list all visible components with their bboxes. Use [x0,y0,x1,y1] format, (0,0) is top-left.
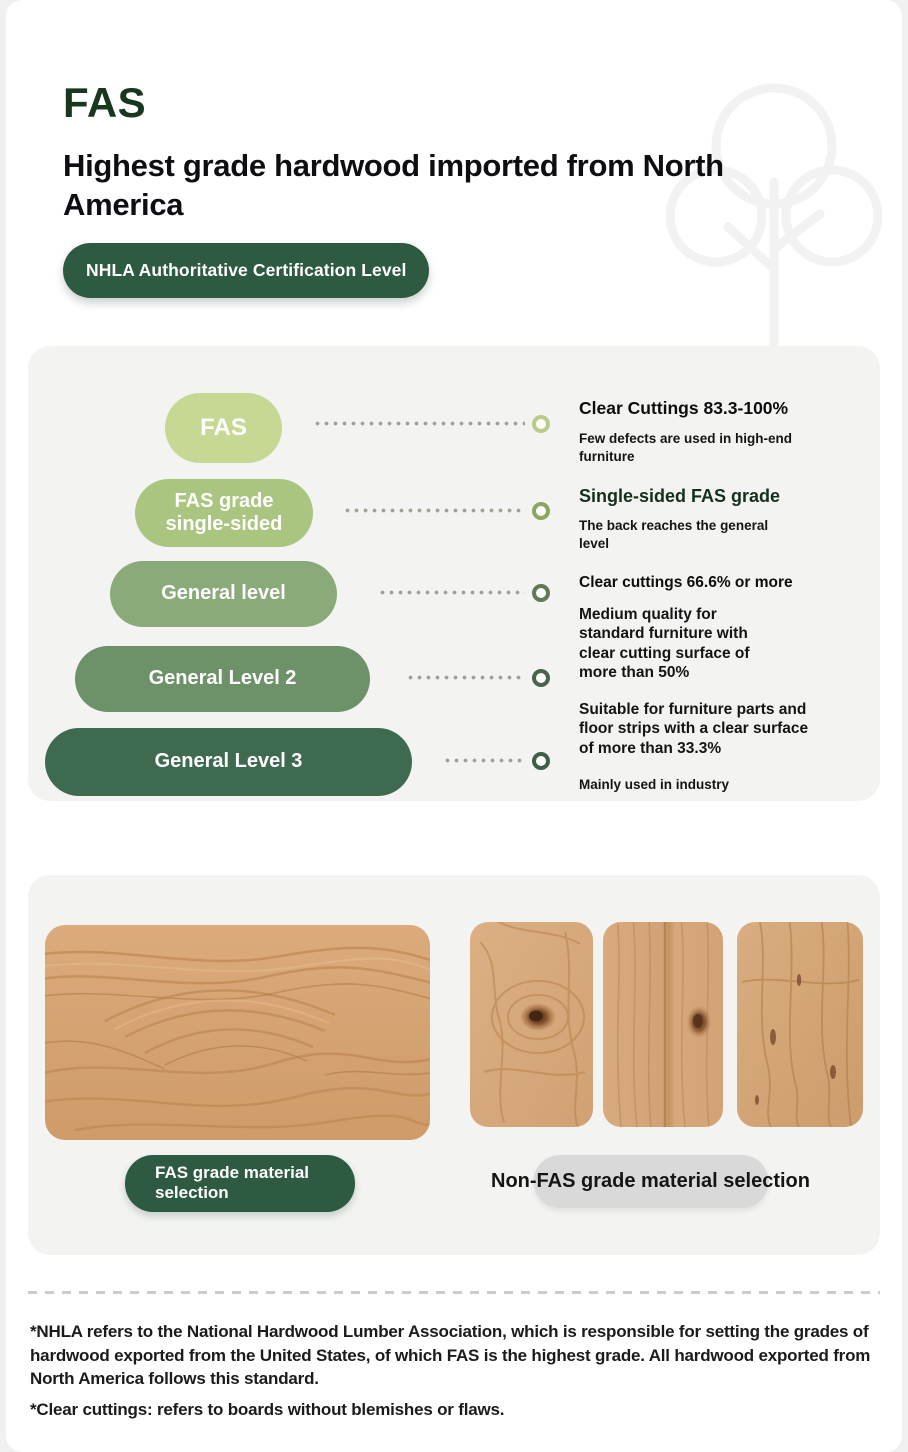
grade-pill-general-level-3 [45,728,412,796]
dotted-connector [315,421,525,426]
grade-pill-general-level-2 [75,646,370,712]
footnote-nhla: *NHLA refers to the National Hardwood Lumber Association, which is responsible for setting the grades of hardwood exported from the United States, of which FAS is the highest grade. All hardwood exported from North America follows this standard. [30,1321,871,1389]
non-fas-material-badge-label: Non-FAS grade material selection [491,1169,810,1192]
grade-pill-label: General Level 2 [148,667,297,690]
dotted-connector [408,675,525,680]
grade-pill-fas [165,393,282,463]
general-level-3-description-text: Suitable for furniture parts and floor strips with a clear surface of more than 33.3% [579,700,809,757]
dotted-connector [345,508,525,513]
page-title: FAS [63,79,147,126]
fas-description-text: Few defects are used in high-end furniture [579,430,793,464]
connector-ring-icon [532,752,550,770]
grade-pill-fas-single-sided [135,479,313,547]
dotted-connector [380,590,525,595]
footnote-clear-cuttings: *Clear cuttings: refers to boards without blemishes or flaws. [30,1400,505,1420]
wood-sample-fas-image [45,925,430,1140]
single-sided-description-heading: Single-sided FAS grade [579,485,781,506]
grade-pill-label: General Level 3 [154,750,303,773]
general-level-3-description-note: Mainly used in industry [579,776,730,792]
wood-sample-nonfas-3-image [737,922,863,1127]
material-selection-section [28,875,880,1255]
wood-sample-nonfas-1-image [470,922,593,1127]
dashed-divider [28,1291,880,1294]
header [6,0,902,298]
wood-sample-nonfas-2-image [603,922,723,1127]
grade-pyramid-section [28,346,880,801]
single-sided-description-text: The back reaches the general level [579,517,769,551]
page-card [6,0,902,1452]
certification-badge: NHLA Authoritative Certification Level [63,243,429,298]
fas-material-badge-label: FAS grade material selection [155,1162,310,1203]
connector-ring-icon [532,415,550,433]
grade-pill-label: FAS [200,413,247,441]
dotted-connector [445,758,525,763]
general-level-2-description-text: Medium quality for standard furniture with clear cutting surface of more than 50% [579,605,750,682]
connector-ring-icon [532,502,550,520]
page-subtitle: Highest grade hardwood imported from North America [63,148,724,223]
grade-pill-label: General level [161,582,286,605]
non-fas-material-badge [478,1153,823,1210]
grade-pill-general-level [110,561,337,627]
general-level-description-heading: Clear cuttings 66.6% or more [579,573,793,591]
connector-ring-icon [532,584,550,602]
grade-pill-label: FAS grade single-sided [165,489,283,535]
connector-ring-icon [532,669,550,687]
fas-description-heading: Clear Cuttings 83.3-100% [579,397,789,418]
fas-material-badge [125,1155,355,1212]
